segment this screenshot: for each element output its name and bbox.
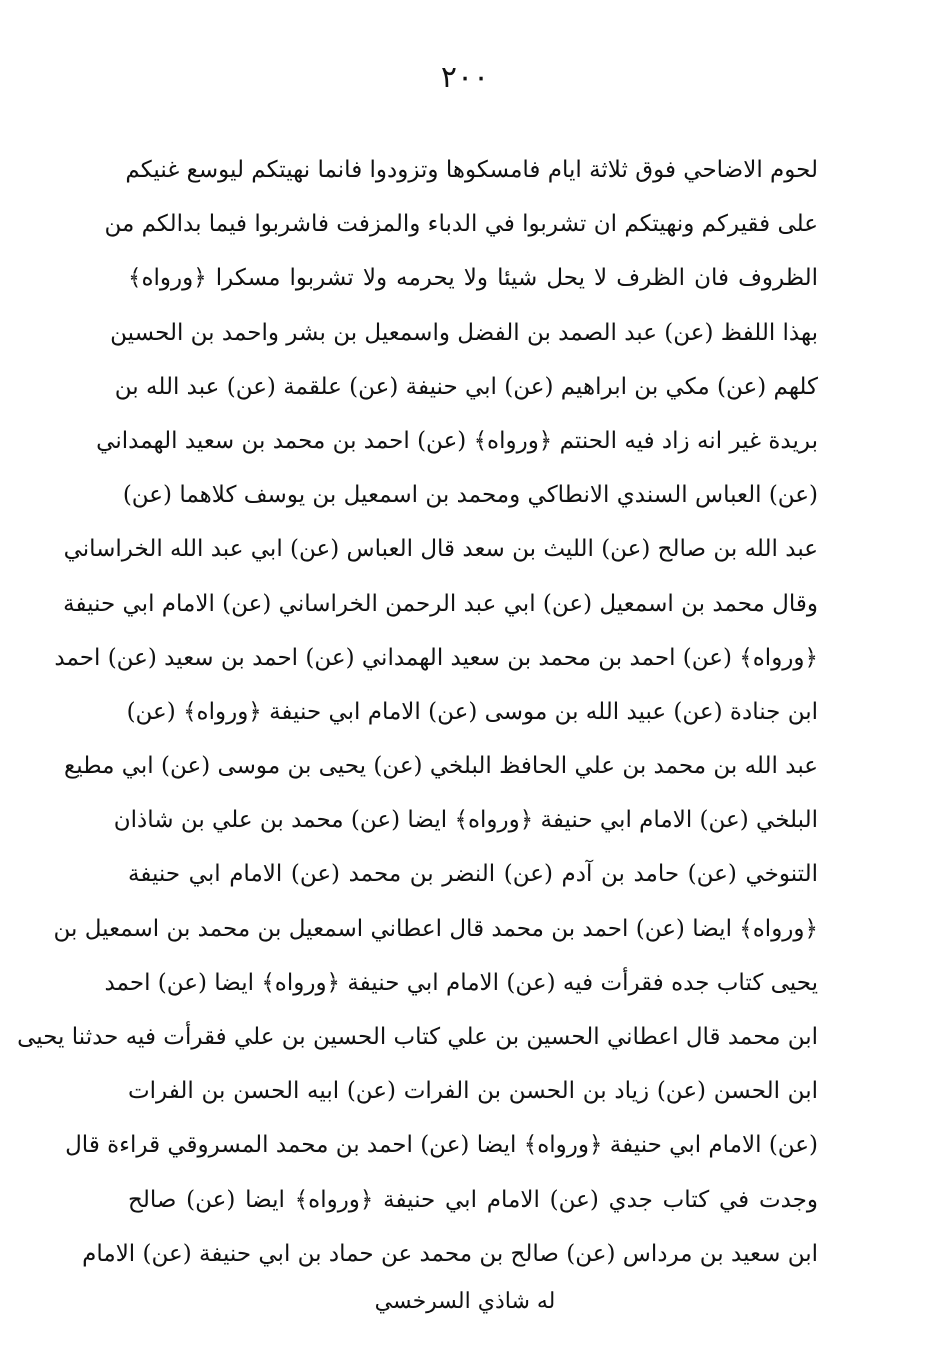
- footnote: له شاذي السرخسي: [374, 1289, 556, 1314]
- text-line: ﴿ورواه﴾ ايضا (عن) احمد بن محمد قال اعطاني اسمعيل بن محمد بن اسمعيل بن: [53, 915, 818, 942]
- text-line: ابن جنادة (عن) عبيد الله بن موسى (عن) الامام ابي حنيفة ﴿ورواه﴾ (عن): [126, 698, 818, 725]
- text-line: (عن) الامام ابي حنيفة ﴿ورواه﴾ ايضا (عن) احمد بن محمد المسروقي قراءة قال: [65, 1132, 818, 1159]
- text-line: البلخي (عن) الامام ابي حنيفة ﴿ورواه﴾ ايضا (عن) محمد بن علي بن شاذان: [113, 807, 818, 834]
- text-line: ابن سعيد بن مرداس (عن) صالح بن محمد عن حماد بن ابي حنيفة (عن) الامام: [82, 1240, 818, 1267]
- text-line: بريدة غير انه زاد فيه الحنتم ﴿ورواه﴾ (عن) احمد بن محمد بن سعيد الهمداني: [96, 427, 818, 454]
- text-line: بهذا اللفظ (عن) عبد الصمد بن الفضل واسمعيل بن بشر واحمد بن الحسين: [110, 319, 818, 346]
- body-text: [17, 143, 818, 1281]
- text-line: عبد الله بن صالح (عن) الليث بن سعد قال العباس (عن) ابي عبد الله الخراساني: [63, 536, 818, 563]
- text-line: ابن محمد قال اعطاني الحسين بن علي كتاب الحسين بن علي فقرأت فيه حدثنا يحيى: [17, 1024, 818, 1050]
- text-line: وقال محمد بن اسمعيل (عن) ابي عبد الرحمن الخراساني (عن) الامام ابي حنيفة: [63, 590, 818, 617]
- text-line: التنوخي (عن) حامد بن آدم (عن) النضر بن محمد (عن) الامام ابي حنيفة: [128, 861, 818, 888]
- text-line: ابن الحسن (عن) زياد بن الحسن بن الفرات (عن) ابيه الحسن بن الفرات: [128, 1078, 818, 1105]
- text-line: يحيى كتاب جده فقرأت فيه (عن) الامام ابي حنيفة ﴿ورواه﴾ ايضا (عن) احمد: [104, 969, 818, 996]
- text-line: لحوم الاضاحي فوق ثلاثة ايام فامسكوها وتزودوا فانما نهيتكم ليوسع غنيكم: [125, 157, 818, 183]
- text-line: عبد الله بن محمد بن علي الحافظ البلخي (عن) يحيى بن موسى (عن) ابي مطيع: [64, 753, 818, 780]
- text-line: كلهم (عن) مكي بن ابراهيم (عن) ابي حنيفة (عن) علقمة (عن) عبد الله بن: [114, 373, 818, 400]
- text-line: ﴿ورواه﴾ (عن) احمد بن محمد بن سعيد الهمداني (عن) احمد بن سعيد (عن) احمد: [54, 644, 818, 671]
- text-line: على فقيركم ونهيتكم ان تشربوا في الدباء والمزفت فاشربوا فيما بدالكم من: [104, 211, 818, 238]
- text-line: (عن) العباس السندي الانطاكي ومحمد بن اسمعيل بن يوسف كلاهما (عن): [122, 482, 818, 509]
- text-line: الظروف فان الظرف لا يحل شيئا ولا يحرمه ولا تشربوا مسكرا ﴿ورواه﴾: [128, 265, 818, 292]
- page-number: ٢٠٠: [440, 60, 490, 95]
- text-line: وجدت في كتاب جدي (عن) الامام ابي حنيفة ﴿ورواه﴾ ايضا (عن) صالح: [128, 1186, 818, 1213]
